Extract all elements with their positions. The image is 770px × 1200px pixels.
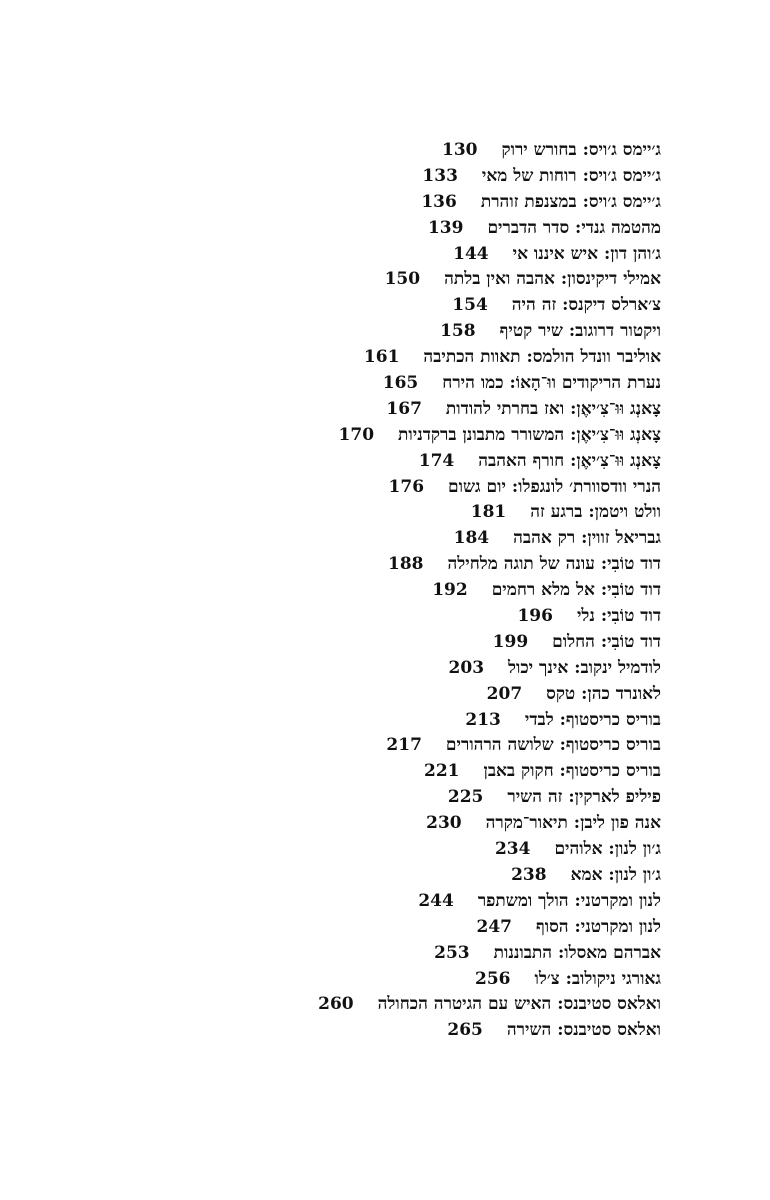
toc-entry: [21, 190, 661, 216]
toc-entry: [21, 242, 661, 268]
entry-title: לנון ומקרטני: הסוף: [535, 916, 661, 937]
page-number: 154: [452, 295, 488, 316]
page-number: 144: [453, 243, 489, 264]
entry-title: ויקטור דרוגוב: שיר קטיף: [499, 321, 661, 342]
entry-title: ואלאס סטיבנס: השירה: [506, 1020, 661, 1041]
page-number: 184: [453, 528, 490, 549]
entry-title: צָאנְג וּוּ־צִ׳יאֶן: חורף האהבה: [478, 450, 661, 471]
table-of-contents: [21, 138, 661, 1044]
entry-title: בוריס כריסטוף: חקוק באבן: [483, 761, 661, 782]
entry-title: דוד טוֹבִי: נלי: [576, 606, 661, 627]
page-number: 265: [447, 1020, 483, 1041]
page-number: 158: [440, 321, 476, 342]
toc-entry: [21, 682, 661, 708]
entry-title: ג׳יימס ג׳ויס: בחורש ירוק: [501, 140, 661, 160]
entry-title: צָאנְג וּוּ־צִ׳יאֶן: ואז בחרתי להודות: [445, 398, 661, 419]
toc-entry: [21, 267, 661, 293]
entry-title: דוד טוֹבִי: עונה של תוגה מלחילה: [447, 554, 661, 575]
entry-title: גאורגי ניקולוב: צ׳לו: [534, 968, 661, 989]
page-number: 225: [447, 787, 484, 808]
page-number: 244: [418, 890, 454, 911]
toc-entry: [21, 449, 661, 475]
toc-entry: [21, 552, 661, 578]
page-number: 139: [427, 217, 464, 238]
page-number: 234: [494, 839, 531, 860]
page-number: 203: [448, 657, 485, 678]
entry-title: דוד טוֹבִי: החלום: [552, 631, 661, 652]
entry-title: לנון ומקרטני: הולך ומשתפר: [477, 890, 661, 911]
toc-entry: [21, 164, 661, 190]
page-number: 192: [432, 580, 468, 601]
page-number: 221: [423, 761, 460, 782]
toc-entry: [21, 475, 661, 501]
toc-entry: [21, 967, 661, 993]
toc-entry: [21, 837, 661, 863]
toc-entry: [21, 397, 661, 423]
page-number: 176: [388, 476, 425, 497]
entry-title: מהטמה גנדי: סדר הדברים: [487, 217, 661, 238]
entry-title: נערת הריקודים ווּ־הָאוֹ: כמו הירח: [442, 373, 661, 394]
page-number: 253: [434, 942, 470, 963]
page-number: 196: [517, 606, 553, 627]
toc-entry: [21, 216, 661, 242]
toc-entry: [21, 941, 661, 967]
toc-entry: [21, 1018, 661, 1044]
toc-entry: [21, 708, 661, 734]
toc-entry: [21, 138, 661, 164]
toc-entry: [21, 889, 661, 915]
entry-title: ג׳ון לנון: אלוהים: [554, 839, 661, 860]
entry-title: לודמיל ינקוב: אינך יכול: [508, 657, 661, 678]
entry-title: צ׳ארלס דיקנס: זה היה: [511, 295, 661, 316]
toc-entry: [21, 915, 661, 941]
page-number: 133: [422, 165, 458, 186]
page-number: 247: [476, 916, 512, 937]
entry-title: ג׳יימס ג׳ויס: רוחות של מאי: [481, 165, 661, 186]
page-number: 181: [470, 502, 507, 523]
toc-entry: [21, 319, 661, 345]
page-number: 136: [421, 191, 457, 212]
page-number: 170: [338, 424, 375, 445]
page-number: 130: [442, 140, 478, 160]
toc-entry: [21, 345, 661, 371]
entry-title: פיליפ לארקין: זה השיר: [507, 787, 661, 808]
entry-title: צָאנְג וּוּ־צִ׳יאֶן: המשורר מתבונן ברקדניות: [398, 424, 661, 445]
toc-entry: [21, 293, 661, 319]
entry-title: ואלאס סטיבנס: האיש עם הגיטרה הכחולה: [377, 994, 661, 1015]
toc-entry: [21, 578, 661, 604]
toc-entry: [21, 733, 661, 759]
toc-entry: [21, 604, 661, 630]
page-number: 217: [386, 735, 422, 756]
page-number: 167: [386, 398, 422, 419]
entry-title: אנה פון ליבן: תיאור־מקרה: [485, 813, 661, 834]
entry-title: אברהם מאסלו: התבוננות: [493, 942, 661, 963]
page-number: 165: [382, 373, 419, 394]
entry-title: ג׳ון לנון: אמא: [570, 864, 661, 885]
toc-entry: [21, 785, 661, 811]
page-number: 260: [318, 994, 354, 1015]
page-number: 188: [388, 554, 424, 575]
entry-title: לאונרד כהן: טקס: [546, 683, 661, 704]
page-number: 150: [384, 269, 421, 290]
page-number: 161: [363, 347, 400, 368]
entry-title: וולט ויטמן: ברגע זה: [530, 502, 661, 523]
page-number: 213: [465, 709, 501, 730]
toc-entry: [21, 811, 661, 837]
toc-entry: [21, 630, 661, 656]
entry-title: גבריאל זווין: רק אהבה: [513, 528, 661, 549]
page-number: 199: [492, 631, 529, 652]
toc-entry: [21, 759, 661, 785]
page-number: 256: [475, 968, 511, 989]
toc-entry: [21, 371, 661, 397]
page-number: 174: [418, 450, 455, 471]
entry-title: דוד טוֹבִי: אל מלא רחמים: [491, 580, 661, 601]
toc-entry: [21, 863, 661, 889]
entry-title: אמילי דיקינסון: אהבה ואין בלתה: [444, 269, 661, 290]
toc-entry: [21, 500, 661, 526]
entry-title: הנרי וודסוורת׳ לונגפלו: יום גשום: [448, 476, 661, 497]
entry-title: אוליבר וונדל הולמס: תאוות הכתיבה: [423, 347, 661, 368]
page-number: 238: [511, 864, 547, 885]
entry-title: ג׳יימס ג׳ויס: במצנפת זוהרת: [480, 191, 661, 212]
toc-entry: [21, 992, 661, 1018]
entry-title: ג׳והן דון: איש איננו אי: [512, 243, 661, 264]
entry-title: בוריס כריסטוף: שלושה הרהורים: [445, 735, 661, 756]
entry-title: בוריס כריסטוף: לבדי: [524, 709, 661, 730]
toc-entry: [21, 656, 661, 682]
page-number: 230: [426, 813, 462, 834]
toc-entry: [21, 423, 661, 449]
page-number: 207: [486, 683, 523, 704]
toc-entry: [21, 526, 661, 552]
